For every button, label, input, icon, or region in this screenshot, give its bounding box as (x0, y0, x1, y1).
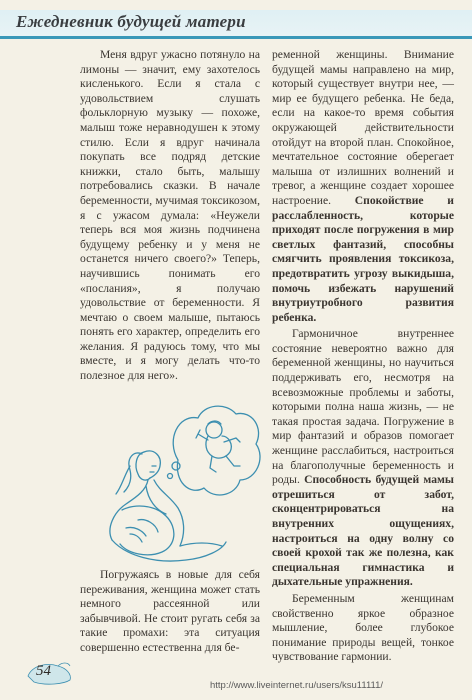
running-header (0, 8, 472, 42)
watermark-url: http://www.liveinternet.ru/users/ksu11111/ (210, 680, 384, 691)
paragraph: Погружаясь в новые для себя переживания, женщина может стать немного рассеянной или забывчивой. Не стоит ругать себя за такие промахи: эта ситуация совершенно естественна для бе- (80, 568, 260, 654)
bold-passage: Спокойствие и расслабленность, которые приходят после погружения в мир светлых фантазий, способны смягчить проявления токсикоза, предотвратить угрозу выкидыша, помочь избежать нарушений внутриутробного развития ребенка. (272, 193, 454, 324)
paragraph: Беременным женщинам свойственно яркое образное мышление, более глубокое понимание природы вещей, тонкое чувствование гармонии. (272, 591, 454, 664)
paragraph (272, 327, 454, 590)
book-title: Ежедневник будущей матери (16, 12, 246, 31)
page-number-badge (24, 660, 74, 686)
right-column (272, 48, 454, 665)
header-rule (0, 36, 472, 39)
left-column-bottom (80, 568, 260, 656)
paragraph-text: ременной женщины. Внимание будущей мамы направлено на мир, который существует внутри нее, — мир ее будущего ребенка. Не беда, если на какое-то время события окружающей действительности отойдут на второй план. Спокойное, мечтательное состояние оберегает малыша от излишних волнений и тревог, а женщине создает хорошее настроение. (272, 48, 454, 207)
paragraph (272, 48, 454, 325)
pregnant-woman-illustration (86, 400, 266, 570)
left-column (80, 48, 260, 384)
paragraph: Меня вдруг ужасно потянуло на лимоны — значит, ему захотелось кисленького. Если я стала с удовольствием слушать фольклорную музыку — похоже, малыш тоже неравнодушен к этому стилю. Если я вдруг начинала покупать все подряд детские книжки, стало быть, малышу потребовались сказки. В начале беременности, мучимая токсикозом, я с ужасом думала: «Неужели теперь вся моя жизнь подчинена будущему ребенку и у меня не останется ничего своего?» Теперь, научившись понимать его «послания», я получаю удовольствие от беременности. Я мечтаю о своем малыше, пытаюсь понять его характер, определить его желания. Я радуюсь тому, что мы вместе, и я могу делать что-то полезное для него». (80, 48, 260, 383)
page-number: 54 (36, 663, 51, 679)
bold-passage: Способность будущей мамы отрешиться от забот, сконцентрироваться на внутренних ощущениях, настроиться на одну волну со своей крохой так же полезна, как специальная гимнастика и дыхательные упражнения. (272, 473, 454, 589)
paragraph-text: Гармоничное внутреннее состояние невероятно важно для беременной женщины, но научиться поддерживать его, несмотря на всевозможные проблемы и заботы, которыми полна наша жизнь, — не такая простая задача. Погружение в мир фантазий и образов помогает женщине расслабиться, настроиться на благополучные беременность и роды. (272, 327, 454, 487)
